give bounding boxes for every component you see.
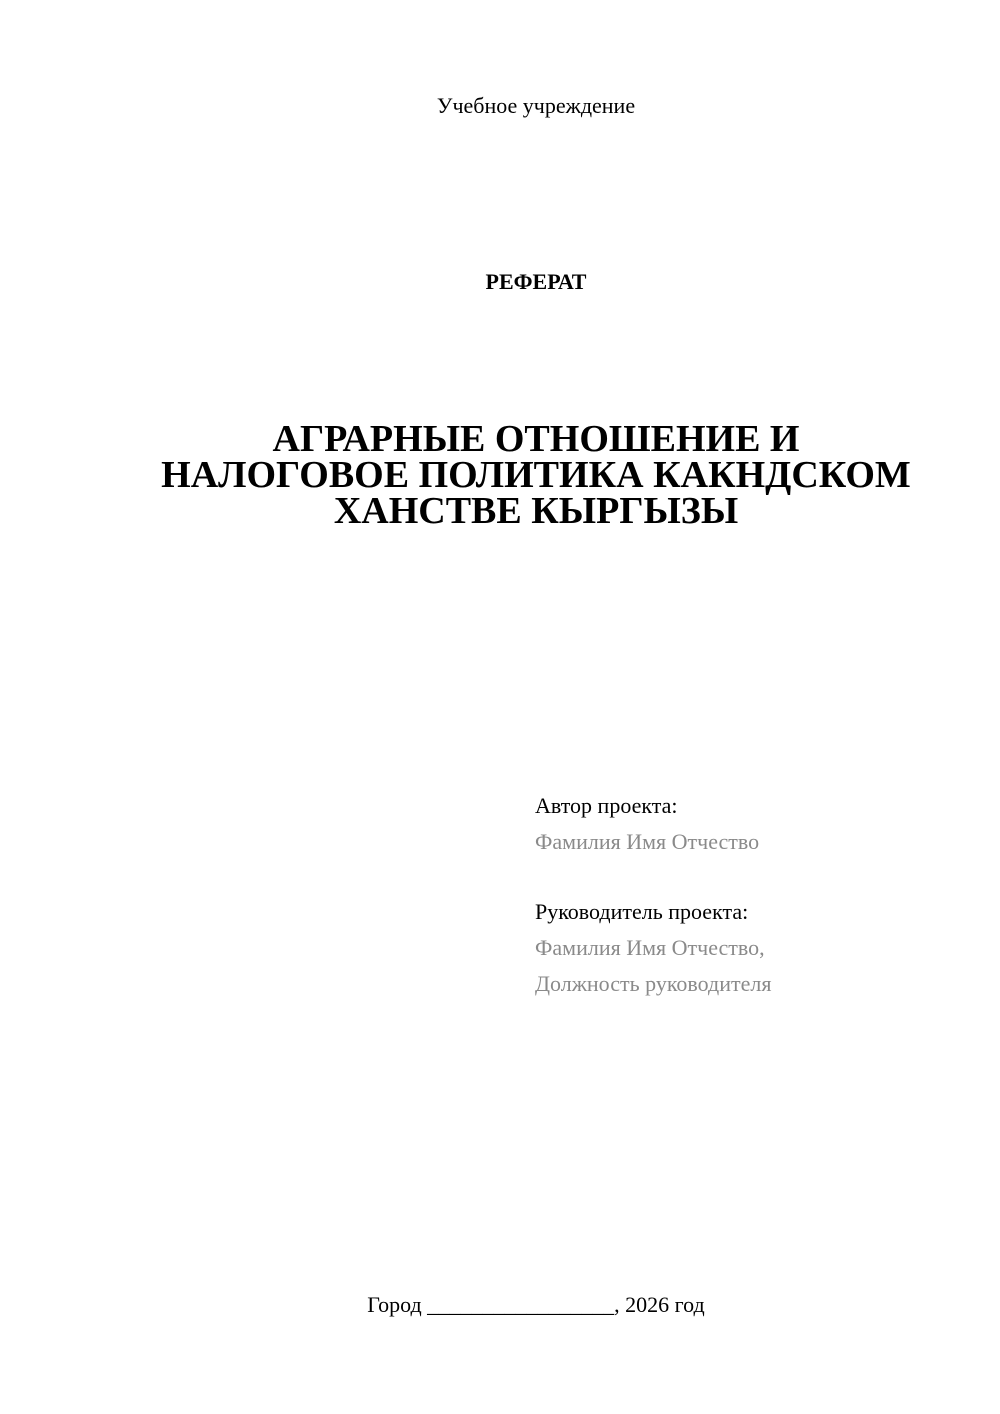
supervisor-label: Руководитель проекта: (535, 899, 749, 924)
title-line-3: ХАНСТВЕ КЫРГЫЗЫ (333, 490, 739, 532)
author-name: Фамилия Имя Отчество (535, 829, 760, 854)
institution-name: Учебное учреждение (436, 93, 636, 118)
project-people-block (535, 788, 975, 1002)
title-line-2: НАЛОГОВОЕ ПОЛИТИКА КАКНДСКОМ (161, 454, 911, 496)
title-line-1: АГРАРНЫЕ ОТНОШЕНИЕ И (272, 418, 800, 460)
supervisor-position: Должность руководителя (535, 971, 772, 996)
spacer (535, 860, 975, 894)
document-title (120, 418, 952, 532)
document-type: РЕФЕРАТ (485, 269, 587, 294)
supervisor-name: Фамилия Имя Отчество, (535, 935, 765, 960)
city-year-line: Город _________________, 2026 год (367, 1292, 705, 1317)
author-label: Автор проекта: (535, 793, 678, 818)
